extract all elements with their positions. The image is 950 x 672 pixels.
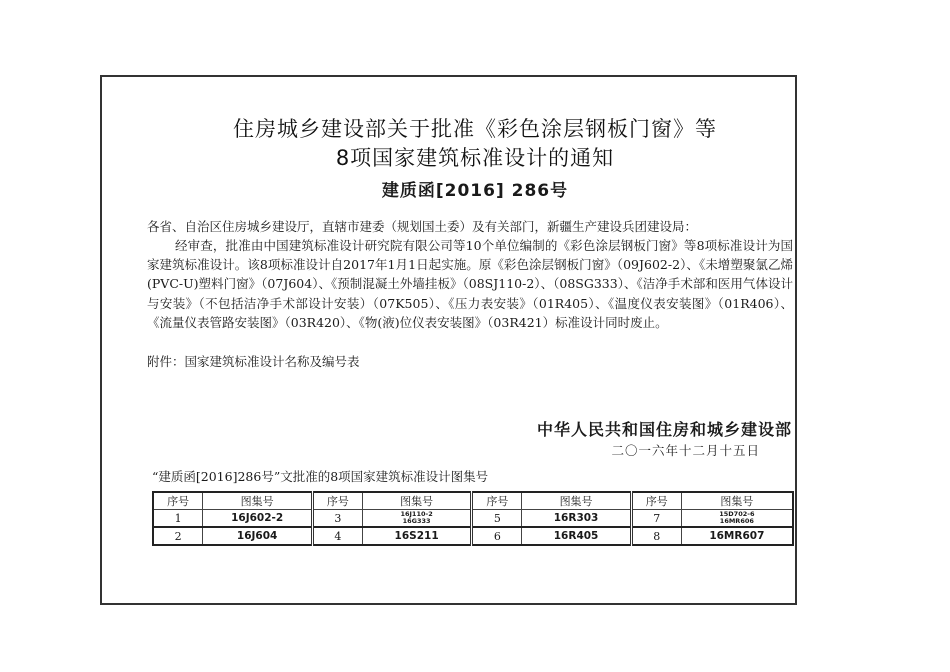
header-code: 图集号 [522, 492, 632, 510]
attachment-note: 附件：国家建筑标准设计名称及编号表 [147, 354, 360, 369]
header-seq: 序号 [153, 492, 203, 510]
cell-code: 16J604 [203, 527, 313, 545]
document-number: 建质函[2016] 286号 [381, 181, 569, 201]
cell-code-multi [681, 510, 793, 528]
issuing-authority: 中华人民共和国住房和城乡建设部 [536, 420, 792, 439]
notice-body: 经审查，批准由中国建筑标准设计研究院有限公司等10个单位编制的《彩色涂层钢板门窗》等8项标准设计为国家建筑标准设计。该8项标准设计自2017年1月1日起实施。原《彩色涂层钢板门窗》（09J602-2）、《未增塑聚氯乙烯(PVC-U)塑料门窗》（07J604）、《预制混凝土外墙挂板》（08SJ110-2）、（08SG333）、《洁净手术部和医用气体设计与安装》（不包括洁净手术部设计安装）（07K505）、《压力表安装》（01R405）、《温度仪表安装图》（01R406）、《流量仪表管路安装图》（03R420）、《物(液)位仪表安装图》（03R421）标准设计同时废止。 [147, 238, 793, 330]
cell-code: 16R303 [522, 510, 632, 528]
header-seq: 序号 [631, 492, 681, 510]
header-code: 图集号 [203, 492, 313, 510]
issue-date: 二〇一六年十二月十五日 [611, 443, 760, 458]
atlas-number-table [152, 491, 794, 546]
cell-code: 16R405 [522, 527, 632, 545]
cell-seq: 5 [472, 510, 522, 528]
cell-code: 16MR607 [681, 527, 793, 545]
cell-code-line: 16G333 [402, 517, 431, 525]
cell-seq: 7 [631, 510, 681, 528]
header-code: 图集号 [681, 492, 793, 510]
cell-code-line: 15D702-6 [719, 510, 755, 518]
cell-seq: 6 [472, 527, 522, 545]
header-seq: 序号 [472, 492, 522, 510]
cell-code-multi [362, 510, 472, 528]
addressee: 各省、自治区住房城乡建设厅，直辖市建委（规划国土委）及有关部门，新疆生产建设兵团建设局： [147, 219, 698, 234]
table-row [153, 527, 793, 545]
cell-seq: 8 [631, 527, 681, 545]
cell-code: 16J602-2 [203, 510, 313, 528]
cell-code-line: 16J110-2 [400, 510, 433, 518]
cell-seq: 3 [312, 510, 362, 528]
cell-seq: 4 [312, 527, 362, 545]
cell-seq: 2 [153, 527, 203, 545]
table-caption: “建质函[2016]286号”文批准的8项国家建筑标准设计图集号 [152, 469, 489, 484]
notice-title-line2: 8项国家建筑标准设计的通知 [335, 146, 615, 170]
table-row [153, 510, 793, 528]
notice-title-line1: 住房城乡建设部关于批准《彩色涂层钢板门窗》等 [233, 117, 717, 141]
header-seq: 序号 [312, 492, 362, 510]
header-code: 图集号 [362, 492, 472, 510]
table-header-row [153, 492, 793, 510]
cell-code-line: 16MR606 [719, 517, 754, 525]
cell-seq: 1 [153, 510, 203, 528]
cell-code: 16S211 [362, 527, 472, 545]
